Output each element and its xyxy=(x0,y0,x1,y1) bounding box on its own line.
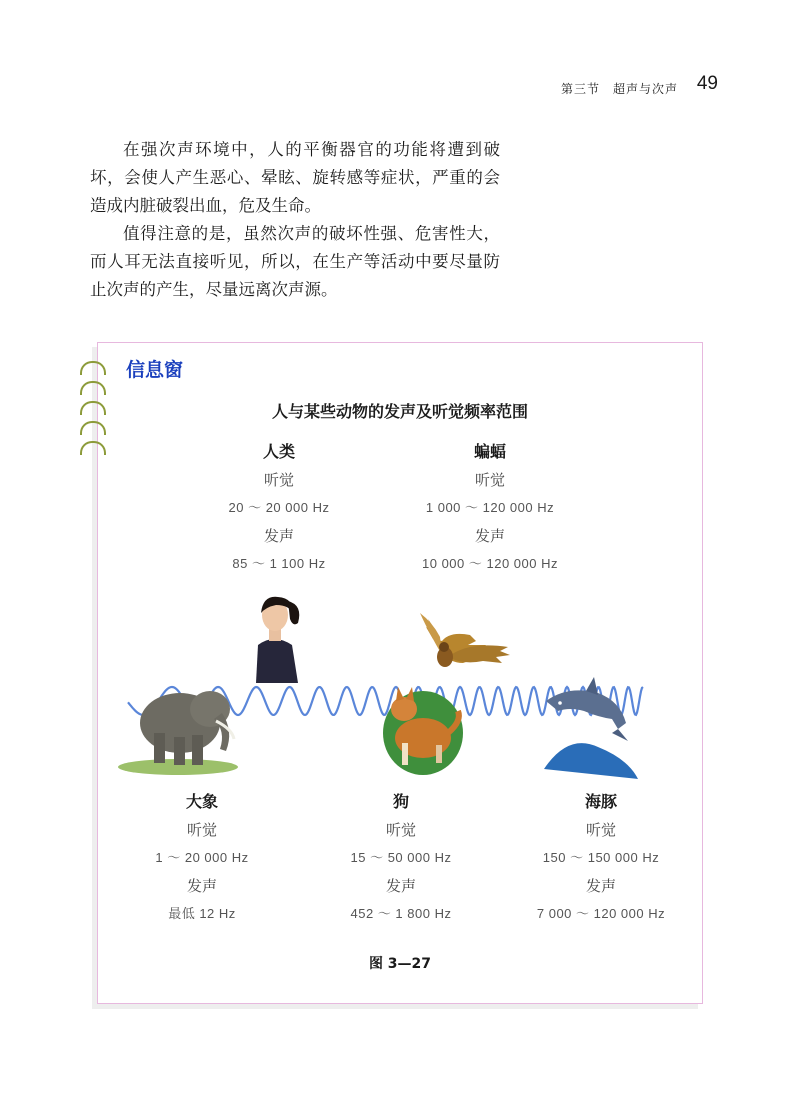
voice-label: 发声 xyxy=(186,877,217,895)
voice-range: 10 000 ～ 120 000 Hz xyxy=(422,556,558,571)
hearing-label: 听觉 xyxy=(474,471,505,489)
voice-label: 发声 xyxy=(585,877,616,895)
elephant-illustration xyxy=(118,691,238,775)
woman-illustration xyxy=(248,591,300,683)
paragraph: 在强次声环境中，人的平衡器官的功能将遭到破坏，会使人产生恶心、晕眩、旋转感等症状，严重的会造成内脏破裂出血，危及生命。 xyxy=(90,140,500,215)
species-name: 人类 xyxy=(262,442,295,461)
hearing-range: 20 ～ 20 000 Hz xyxy=(228,500,330,515)
dolphin-illustration xyxy=(544,677,638,779)
voice-range: 7 000 ～ 120 000 Hz xyxy=(536,906,666,921)
voice-range: 最低 12 Hz xyxy=(168,906,236,921)
paragraph: 值得注意的是，虽然次声的破坏性强、危害性大，而人耳无法直接听见，所以，在生产等活动中要尽量防止次声的产生，尽量远离次声源。 xyxy=(90,224,500,299)
info-window-title: 信息窗 xyxy=(126,359,184,381)
page-number: 49 xyxy=(696,73,718,94)
hearing-label: 听觉 xyxy=(385,821,416,839)
figure-caption: 图 3—27 xyxy=(368,956,432,972)
bat-illustration xyxy=(420,613,510,667)
hearing-range: 150 ～ 150 000 Hz xyxy=(542,850,660,865)
info-window-box xyxy=(97,342,703,1004)
body-text xyxy=(90,136,500,304)
species-elephant xyxy=(92,788,312,928)
animals-sound-wave-illustration xyxy=(98,583,702,783)
species-name: 大象 xyxy=(185,792,218,811)
running-header-section: 第三节 超声与次声 xyxy=(560,82,678,96)
hearing-label: 听觉 xyxy=(186,821,217,839)
species-human xyxy=(169,438,389,578)
species-name: 狗 xyxy=(392,792,409,811)
hearing-label: 听觉 xyxy=(585,821,616,839)
species-dolphin xyxy=(491,788,711,928)
hearing-range: 1 000 ～ 120 000 Hz xyxy=(425,500,555,515)
species-name: 蝙蝠 xyxy=(473,442,506,461)
dog-illustration xyxy=(383,687,463,775)
voice-label: 发声 xyxy=(474,527,505,545)
hearing-range: 1 ～ 20 000 Hz xyxy=(155,850,249,865)
hearing-label: 听觉 xyxy=(263,471,294,489)
species-dog xyxy=(291,788,511,928)
figure-title: 人与某些动物的发声及听觉频率范围 xyxy=(271,402,528,421)
voice-label: 发声 xyxy=(263,527,294,545)
hearing-range: 15 ～ 50 000 Hz xyxy=(350,850,452,865)
species-bat xyxy=(380,438,600,578)
voice-range: 452 ～ 1 800 Hz xyxy=(350,906,452,921)
voice-label: 发声 xyxy=(385,877,416,895)
voice-range: 85 ～ 1 100 Hz xyxy=(232,556,326,571)
species-name: 海豚 xyxy=(584,792,617,811)
